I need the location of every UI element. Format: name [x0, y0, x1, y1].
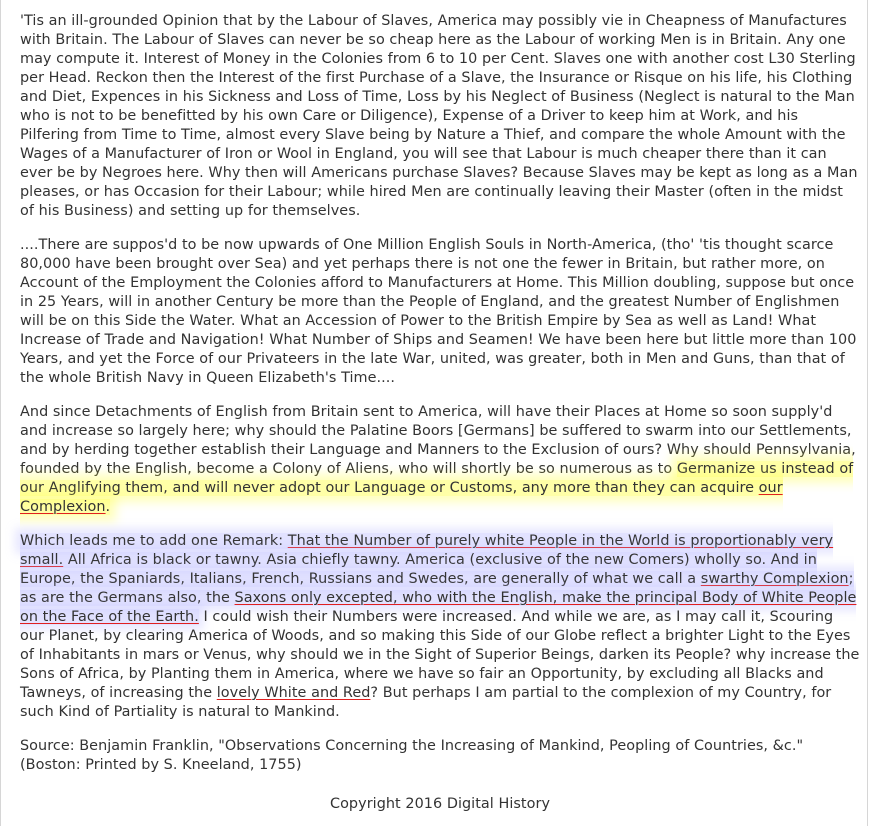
underlined-text: lovely White and Red — [216, 685, 371, 701]
paragraph-text: ? But perhaps I am partial to the complexion of my Country, for such Kind of Partiality is natural to Mankind. — [20, 685, 832, 720]
paragraph-text: Which leads me to add one Remark: — [20, 533, 288, 549]
document-body — [20, 12, 860, 814]
underlined-text: Saxons only excepted, who with the English, make the principal Body of White People on the Face of the Earth. — [20, 590, 857, 625]
copyright-notice: Copyright 2016 Digital History — [329, 796, 551, 812]
source-citation — [20, 737, 860, 775]
paragraph-text: I could wish their Numbers were increased. And while we are, as I may call it, Scouring our Planet, by clearing America of Woods, and so making this Side of our Globe reflect a brighter Light to the Eyes of Inhabitants in mars or Venus, why should we in the Sight of Superior Beings, darken its People? why increase the Sons of Africa, by Planting them in America, where we have so fair an Opportunity, by excluding all Blacks and Tawneys, of increasing the — [20, 609, 860, 701]
paragraph-english-souls: ....There are suppos'd to be now upwards of One Million English Souls in North-America, (tho' 'tis thought scarce 80,000 have been brought over Sea) and yet perhaps there is not one the fewer in Britain, but rather more, on Account of the Employment the Colonies afford to Manufacturers at Home. This Million doubling, suppose but once in 25 Years, will in another Century be more than the People of England, and the greatest Number of Englishmen will be on this Side the Water. What an Accession of Power to the British Empire by Sea as well as Land! What Increase of Trade and Navigation! What Number of Ships and Seamen! We have been here but little more than 100 Years, and yet the Force of our Privateers in the late War, united, was greater, both in Men and Guns, than that of the whole British Navy in Queen Elizabeth's Time.... — [20, 237, 857, 386]
source-line: Source: Benjamin Franklin, "Observations Concerning the Increasing of Mankind, Peopling of Countries, &c." — [20, 738, 804, 754]
paragraph-text: And since Detachments of English from Britain sent to America, will have their Places at Home so soon supply'd and increase so largely here; why should the Palatine Boors [Germans] be suffered to swarm into our Settlements, and by herding together establish their Language and Manners to the Exclusion of ours? Why should Pennsylvania, founded by the English, become a Colony of Aliens, who will shortly be so numerous as to — [20, 404, 856, 477]
underlined-text: our Complexion — [20, 480, 783, 515]
underlined-text: That the Number of purely white People in the World is proportionably very small. — [20, 533, 834, 568]
paragraph-white-people-remark — [20, 532, 860, 722]
paragraph-text: ; as are the Germans also, the — [20, 571, 854, 606]
source-line: (Boston: Printed by S. Kneeland, 1755) — [20, 757, 302, 773]
paragraph-labour-of-slaves: 'Tis an ill-grounded Opinion that by the Labour of Slaves, America may possibly vie in Cheapness of Manufactures with Britain. The Labour of Slaves can never be so cheap here as the Labour of working Men is in Britain. Any one may compute it. Interest of Money in the Colonies from 6 to 10 per Cent. Slaves one with another cost L30 Sterling per Head. Reckon then the Interest of the first Purchase of a Slave, the Insurance or Risque on his life, his Clothing and Diet, Expences in his Sickness and Loss of Time, Loss by his Neglect of Business (Neglect is natural to the Man who is not to be benefitted by his own Care or Diligence), Expense of a Driver to keep him at Work, and his Pilfering from Time to Time, almost every Slave being by Nature a Thief, and compare the whole Amount with the Wages of a Manufacturer of Iron or Wool in England, you will see that Labour is much cheaper there than it can ever be by Negroes here. Why then will Americans purchase Slaves? Because Slaves may be kept as long as a Man pleases, or has Occasion for their Labour; while hired Men are continually leaving their Master (often in the midst of his Business) and setting up for themselves. — [20, 13, 858, 219]
paragraph-text: . — [105, 499, 111, 515]
underlined-text: swarthy Complexion — [700, 571, 849, 587]
paragraph-palatine-boors — [20, 403, 860, 517]
highlighted-text: Germanize us instead of our Anglifying them, and will never adopt our Language or Customs, any more than they can acquire — [20, 461, 854, 496]
paragraph-text: All Africa is black or tawny. Asia chiefly tawny. America (exclusive of the new Comers) wholly so. And in Europe, the Spaniards, Italians, French, Russians and Swedes, are generally of what we call a — [20, 552, 817, 587]
